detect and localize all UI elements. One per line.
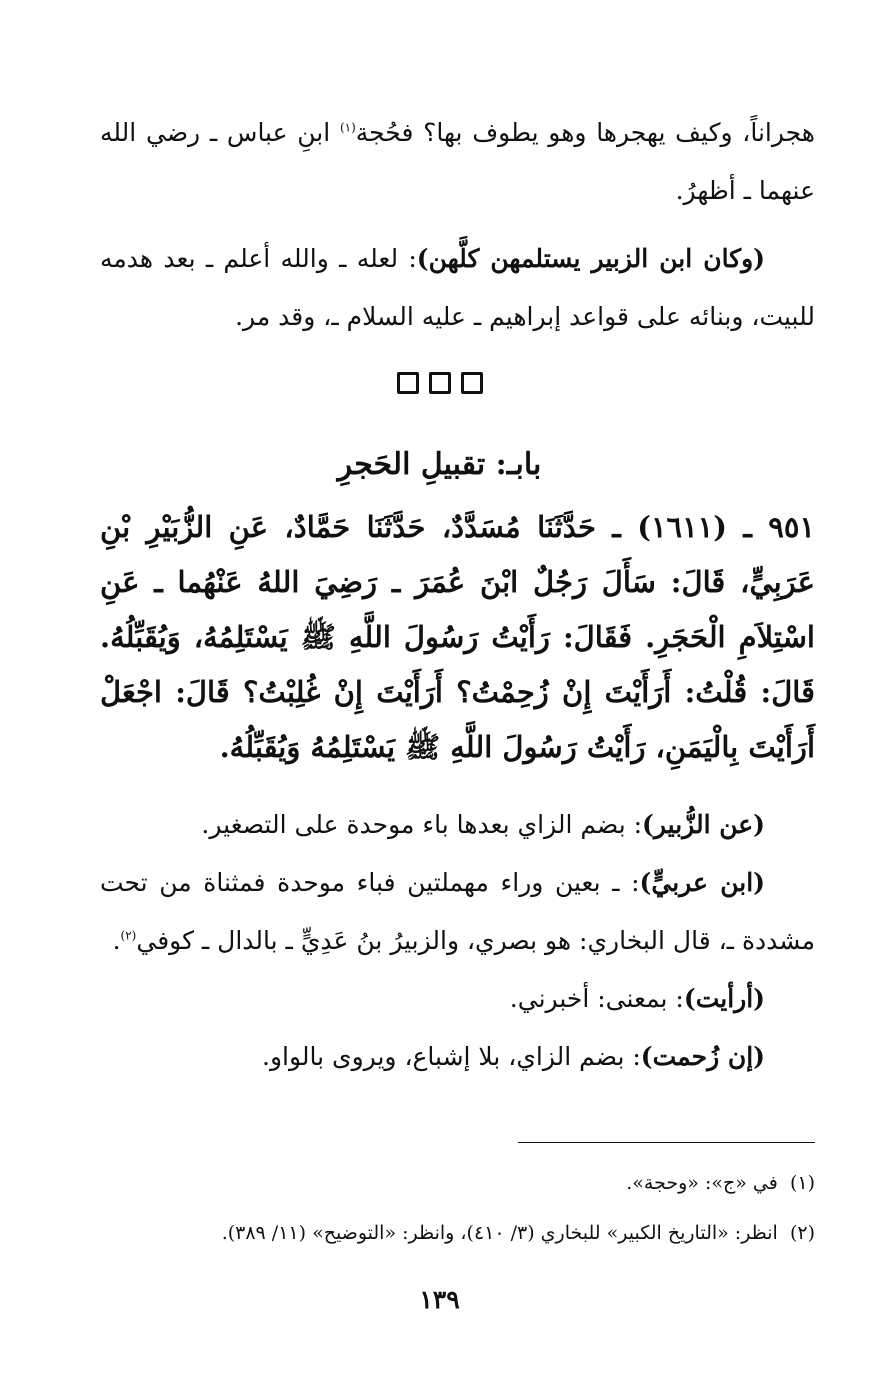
- paragraph-1-text: هجراناً، وكيف يهجرها وهو يطوف بها؟ فحُجة: [355, 118, 815, 147]
- quoted-phrase: (ابن عربيٍّ): [639, 868, 765, 897]
- quoted-phrase: (إن زُحمت): [640, 1042, 765, 1071]
- square-ornament-icon: [461, 372, 483, 394]
- commentary-2: [100, 854, 815, 970]
- commentary-3: [100, 970, 815, 1028]
- commentary-text: : ـ بعين وراء مهملتين فباء موحدة فمثناة من تحت مشددة ـ، قال البخاري: هو بصري، والزبيرُ بنُ عَدِيٍّ ـ بالدال ـ كوفي: [100, 868, 815, 955]
- square-ornament-icon: [429, 372, 451, 394]
- footnote-1: [100, 1158, 815, 1208]
- commentary-text: : بضم الزاي، بلا إشباع، ويروى بالواو.: [262, 1042, 641, 1071]
- quoted-phrase: (وكان ابن الزبير يستلمهن كلَّهن): [416, 244, 765, 273]
- commentary-4: [100, 1028, 815, 1086]
- chapter-heading: بابـ: تقبيلِ الحَجرِ: [337, 447, 542, 482]
- paragraph-2: [100, 230, 815, 346]
- commentary-block: [100, 796, 815, 1086]
- top-commentary: [100, 104, 815, 346]
- footnote-text: انظر: «التاريخ الكبير» للبخاري (٣/ ٤١٠)، وانظر: «التوضيح» (١١/ ٣٨٩).: [221, 1222, 778, 1244]
- paragraph-1: [100, 104, 815, 220]
- hadith-block: [100, 500, 815, 775]
- footnote-number: (٢): [789, 1222, 815, 1244]
- footnote-divider: [518, 1142, 815, 1143]
- commentary-text: : بضم الزاي بعدها باء موحدة على التصغير.: [201, 810, 643, 839]
- commentary-text: : بمعنى: أخبرني.: [509, 984, 684, 1013]
- footnotes: [100, 1158, 815, 1258]
- footnote-ref-1[interactable]: (١): [339, 120, 356, 135]
- footnote-ref-2[interactable]: (٢): [120, 928, 137, 943]
- quoted-phrase: (أرأيت): [683, 984, 765, 1013]
- commentary-1: [100, 796, 815, 854]
- quoted-phrase: (عن الزُّبير): [642, 810, 765, 839]
- paragraph-2-text: : لعله ـ والله أعلم ـ بعد هدمه للبيت، وبنائه على قواعد إبراهيم ـ عليه السلام ـ، وقد مر.: [100, 244, 815, 331]
- page-number: ١٣٩: [419, 1285, 460, 1314]
- section-separator: [0, 372, 879, 400]
- footnote-2: [100, 1208, 815, 1258]
- footnote-number: (١): [789, 1172, 815, 1194]
- square-ornament-icon: [397, 372, 419, 394]
- paragraph-1-text-end: ابنِ عباس ـ رضي الله عنهما ـ أظهرُ.: [100, 118, 815, 205]
- footnote-text: في «ج»: «وحجة».: [626, 1172, 778, 1194]
- hadith-text: ٩٥١ ـ (١٦١١) ـ حَدَّثَنَا مُسَدَّدٌ، حَدَّثَنَا حَمَّادٌ، عَنِ الزُّبَيْرِ بْنِ عَرَبِيٍّ، قَالَ: سَأَلَ رَجُلٌ ابْنَ عُمَرَ ـ رَضِيَ اللهُ عَنْهُما ـ عَنِ اسْتِلاَمِ الْحَجَرِ. فَقَالَ: رَأَيْتُ رَسُولَ اللَّهِ ﷺ يَسْتَلِمُهُ، وَيُقَبِّلُهُ. قَالَ: قُلْتُ: أَرَأَيْتَ إِنْ زُحِمْتُ؟ أَرَأَيْتَ إِنْ غُلِبْتُ؟ قَالَ: اجْعَلْ أَرَأَيْتَ بِالْيَمَنِ، رَأَيْتُ رَسُولَ اللَّهِ ﷺ يَسْتَلِمُهُ وَيُقَبِّلُهُ.: [100, 510, 815, 764]
- commentary-text-end: .: [112, 926, 121, 955]
